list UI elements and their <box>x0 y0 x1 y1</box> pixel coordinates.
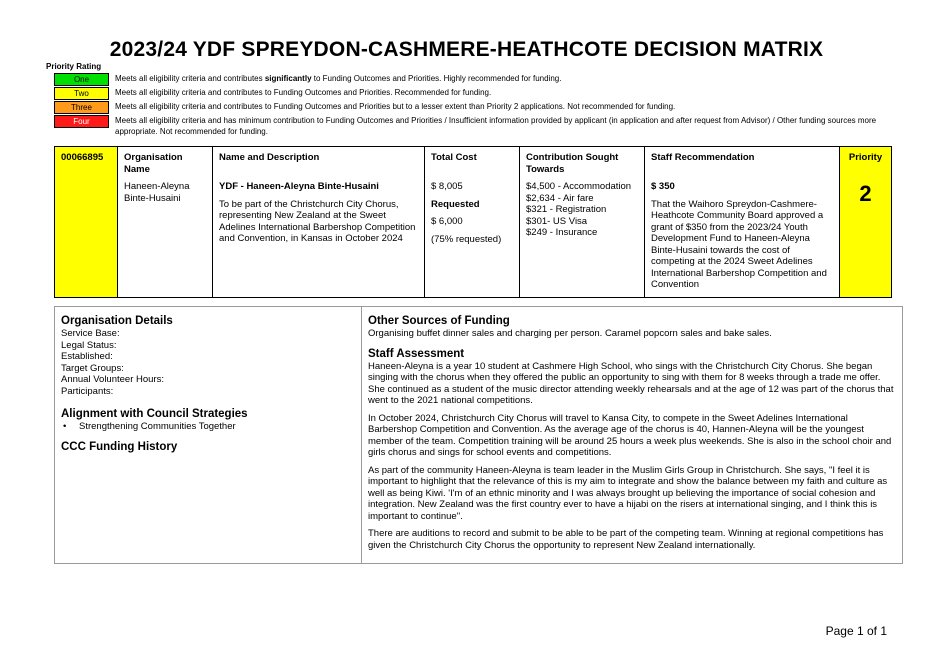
contribution-item: $2,634 - Air fare <box>526 192 594 204</box>
assessment-paragraph: Haneen-Aleyna is a year 10 student at Cashmere High School, who sings with the Christchurch City Chorus. She began singing with the chorus when they offered the public an opportunity to sing with them for 8 weeks through a trade me offer. She continued as a student of the music director attending weekly rehearsals and at the age of 12 was part of the chorus that went to the 2021 national competitions. <box>368 360 894 406</box>
organisation-cell <box>118 147 213 297</box>
organisation-details-heading: Organisation Details <box>61 315 173 327</box>
organisation-details-panel <box>55 307 362 563</box>
alignment-heading: Alignment with Council Strategies <box>61 408 248 420</box>
page-title: 2023/24 YDF SPREYDON-CASHMERE-HEATHCOTE DECISION MATRIX <box>109 38 824 61</box>
staff-recommendation-cell <box>645 147 840 297</box>
details-section <box>54 306 903 564</box>
assessment-paragraph: In October 2024, Christchurch City Chorus will travel to Kansa City, to compete in the Sweet Adelines International Barbershop Competition and Convention. As the average age of the chorus is 40, Hannen-Aleyna will be the youngest member of the team. Competition training will be around 25 hours a week plus weekends. She is also in the school choir and girls chorus and sings for school events and competitions. <box>368 412 892 458</box>
staff-assessment-heading: Staff Assessment <box>368 347 465 360</box>
legend-row-one <box>54 73 894 86</box>
legend-desc-one: Meets all eligibility criteria and contributes significantly to Funding Outcomes and Priorities. Highly recommended for funding. <box>115 74 562 83</box>
organisation-name: Haneen-Aleyna Binte-Husaini <box>124 181 190 204</box>
organisation-header: Organisation Name <box>124 152 183 175</box>
contribution-item: $301- US Visa <box>526 215 588 227</box>
org-field: Legal Status: <box>61 339 117 351</box>
org-field: Participants: <box>61 385 114 397</box>
assessment-paragraph: There are auditions to record and submit to be able to be part of the competing team. Winning at regional competitions has given the Christchurch City Chorus the opportunity to represent New Zealand internationally. <box>368 528 884 551</box>
legend-row-three <box>54 101 894 114</box>
legend-swatch-three: Three <box>54 101 109 114</box>
priority-header: Priority <box>848 152 883 163</box>
assessment-paragraph: As part of the community Haneen-Aleyna is team leader in the Muslim Girls Group in Christchurch. She says, "I feel it is important to highlight that the relevance of this is my aim to integrate and show the balance between my faith and culture as well as being Kiwi. 'I'm of an ethnic minority and I was always brought up believing the importance of social cohesion and integration. New Zealand was the first country ever to have a hijabi on the risers at international singing, and I think this is important to continue". <box>368 464 888 522</box>
ccc-funding-history-heading: CCC Funding History <box>61 440 178 453</box>
requested-percentage: (75% requested) <box>431 233 502 245</box>
bullet-icon: • <box>63 421 67 432</box>
contribution-cell <box>520 147 645 297</box>
priority-value: 2 <box>859 181 872 206</box>
contribution-item: $249 - Insurance <box>526 227 598 238</box>
requested-label: Requested <box>431 198 480 210</box>
priority-legend <box>54 73 894 138</box>
total-cost-header: Total Cost <box>431 152 477 163</box>
org-field: Annual Volunteer Hours: <box>61 374 164 385</box>
name-description-header: Name and Description <box>219 152 320 163</box>
org-field: Service Base: <box>61 328 120 339</box>
application-id: 00066895 <box>55 147 118 297</box>
requested-amount: $ 6,000 <box>431 216 463 227</box>
total-cost-value: $ 8,005 <box>431 181 463 192</box>
total-cost-cell <box>425 147 520 297</box>
org-field: Established: <box>61 351 113 362</box>
legend-swatch-one: One <box>54 73 109 86</box>
project-name: YDF - Haneen-Aleyna Binte-Husaini <box>219 181 379 192</box>
alignment-item: • Strengthening Communities Together <box>63 421 236 432</box>
staff-recommendation-text: That the Waihoro Spreydon-Cashmere-Heathcote Community Board approved a grant of $350 from the 2023/24 Youth Development Fund to Haneen-Aleyna Binte-Husaini towards the cost of competing at the 2024 Sweet Adelines International Barbershop Competition and Convention <box>651 198 827 290</box>
contribution-header: Contribution Sought Towards <box>526 152 619 175</box>
name-description-cell <box>213 147 425 297</box>
contribution-item: $321 - Registration <box>526 204 607 215</box>
page-number: Page 1 of 1 <box>825 624 887 638</box>
legend-row-two <box>54 87 894 100</box>
legend-desc-four: Meets all eligibility criteria and has minimum contribution to Funding Outcomes and Priorities / Insufficient information provided by applicant (in application and after request from Advisor) / Other funding sources more appropriate. Not recommended for funding. <box>115 116 877 136</box>
priority-cell <box>840 147 891 297</box>
legend-swatch-two: Two <box>54 87 109 100</box>
staff-recommended-amount: $ 350 <box>651 181 675 192</box>
legend-swatch-four: Four <box>54 115 109 128</box>
priority-rating-label: Priority Rating <box>46 62 102 71</box>
org-field: Target Groups: <box>61 362 124 374</box>
other-funding-heading: Other Sources of Funding <box>368 315 510 327</box>
legend-desc-three: Meets all eligibility criteria and contributes to Funding Outcomes and Priorities but to a lesser extent than Priority 2 applications. Not recommended for funding. <box>115 102 676 111</box>
legend-row-four <box>54 115 894 137</box>
contribution-item: $4,500 - Accommodation <box>526 181 632 192</box>
project-description: To be part of the Christchurch City Chorus, representing New Zealand at the Sweet Adelines International Barbershop Competition and Convention, in Kansas in October 2024 <box>219 198 416 244</box>
other-funding-text: Organising buffet dinner sales and charging per person. Caramel popcorn sales and bake sales. <box>368 328 772 339</box>
legend-desc-two: Meets all eligibility criteria and contributes to Funding Outcomes and Priorities. Recommended for funding. <box>115 88 492 97</box>
assessment-panel <box>362 307 902 563</box>
staff-recommendation-header: Staff Recommendation <box>651 152 755 163</box>
decision-matrix-row <box>54 146 892 298</box>
